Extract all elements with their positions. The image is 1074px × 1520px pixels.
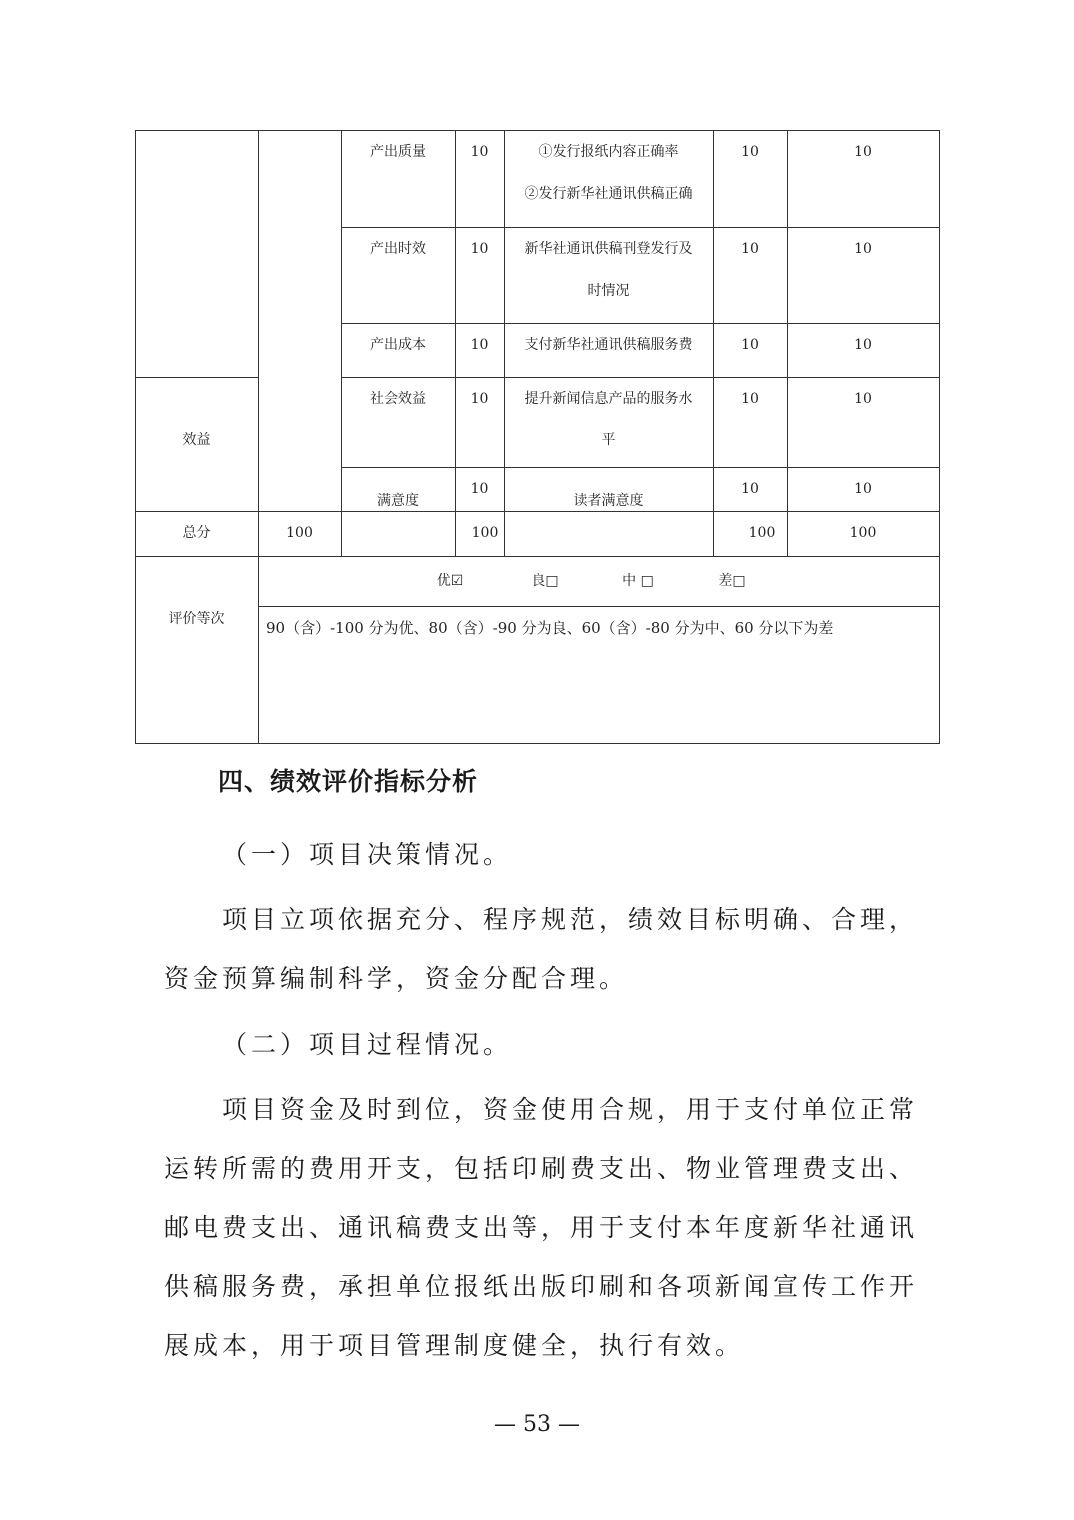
paragraph-process xyxy=(164,1080,924,1375)
score-cell: 10 xyxy=(854,337,872,353)
grade-option-excellent[interactable] xyxy=(420,560,480,602)
sub-indicator-cell: 社会效益 xyxy=(370,391,426,407)
grade-option-label: 差 xyxy=(718,573,733,589)
target-cell: 10 xyxy=(741,241,759,257)
indicator-cell: 平 xyxy=(601,432,616,448)
grade-option-medium[interactable] xyxy=(608,560,668,602)
indicator-cell: 提升新闻信息产品的服务水 xyxy=(524,391,693,407)
subsection-process: （二）项目过程情况。 xyxy=(222,1030,513,1059)
paragraph-line: 供稿服务费，承担单位报纸出版印刷和各项新闻宣传工作开 xyxy=(164,1272,919,1301)
section-heading: 四、绩效评价指标分析 xyxy=(218,767,479,796)
score-cell: 10 xyxy=(854,481,872,497)
grade-option-label: 优 xyxy=(436,573,451,589)
target-cell: 10 xyxy=(741,391,759,407)
paragraph-decision xyxy=(164,890,924,1008)
weight-cell: 10 xyxy=(470,337,489,353)
grade-option-label: 良 xyxy=(531,573,546,589)
indicator-cell: 时情况 xyxy=(587,283,630,299)
grade-option-good[interactable] xyxy=(515,560,575,602)
grade-criteria: 90（含）-100 分为优、80（含）-90 分为良、60（含）-80 分为中、60 分以下为差 xyxy=(266,619,834,637)
row-divider xyxy=(135,556,940,557)
table-border-right xyxy=(939,130,940,744)
checkbox-icon[interactable]: □ xyxy=(545,573,559,589)
subsection-decision: （一）项目决策情况。 xyxy=(222,840,513,869)
total-weight: 100 xyxy=(471,525,499,541)
target-cell: 10 xyxy=(741,481,759,497)
checkbox-icon[interactable]: □ xyxy=(732,573,746,589)
paragraph-line: 资金预算编制科学，资金分配合理。 xyxy=(164,964,629,993)
indicator-cell: 支付新华社通讯供稿服务费 xyxy=(524,337,693,353)
total-label: 总分 xyxy=(182,525,211,541)
sub-indicator-cell: 产出时效 xyxy=(370,241,426,257)
indicator-cell: 新华社通讯供稿刊登发行及 xyxy=(524,241,693,257)
total-score: 100 xyxy=(849,525,877,541)
paragraph-line: 邮电费支出、通讯稿费支出等，用于支付本年度新华社通讯 xyxy=(164,1213,919,1242)
sub-indicator-cell: 产出质量 xyxy=(370,144,426,160)
weight-cell: 10 xyxy=(470,391,489,407)
grade-option-poor[interactable] xyxy=(702,560,762,602)
col-divider xyxy=(258,130,259,744)
score-cell: 10 xyxy=(854,144,872,160)
row-divider xyxy=(135,377,258,378)
score-cell: 10 xyxy=(854,241,872,257)
category-benefit-cell: 效益 xyxy=(182,432,211,448)
weight-cell: 10 xyxy=(470,481,489,497)
sub-indicator-cell: 产出成本 xyxy=(370,337,426,353)
target-cell: 10 xyxy=(741,144,759,160)
indicator-cell: ②发行新华社通讯供稿正确 xyxy=(524,186,693,202)
total-col2: 100 xyxy=(286,525,313,541)
table-border-bottom xyxy=(135,743,940,744)
target-cell: 10 xyxy=(741,337,759,353)
grade-option-label: 中 xyxy=(622,573,637,589)
sub-indicator-cell: 满意度 xyxy=(377,493,419,509)
indicator-cell: ①发行报纸内容正确率 xyxy=(538,144,679,160)
paragraph-line: 项目立项依据充分、程序规范，绩效目标明确、合理， xyxy=(222,905,919,934)
weight-cell: 10 xyxy=(470,241,489,257)
paragraph-line: 展成本，用于项目管理制度健全，执行有效。 xyxy=(164,1331,745,1360)
page-number: — 53 — xyxy=(494,1412,580,1437)
paragraph-line: 项目资金及时到位，资金使用合规，用于支付单位正常 xyxy=(222,1095,919,1124)
checkbox-checked-icon[interactable]: ☑ xyxy=(450,573,464,589)
weight-cell: 10 xyxy=(470,144,489,160)
total-target: 100 xyxy=(748,525,776,541)
paragraph-line: 运转所需的费用开支，包括印刷费支出、物业管理费支出、 xyxy=(164,1154,919,1183)
indicator-cell: 读者满意度 xyxy=(573,493,644,509)
score-cell: 10 xyxy=(854,391,872,407)
checkbox-icon[interactable]: □ xyxy=(640,573,654,589)
grade-label: 评价等次 xyxy=(168,611,225,627)
